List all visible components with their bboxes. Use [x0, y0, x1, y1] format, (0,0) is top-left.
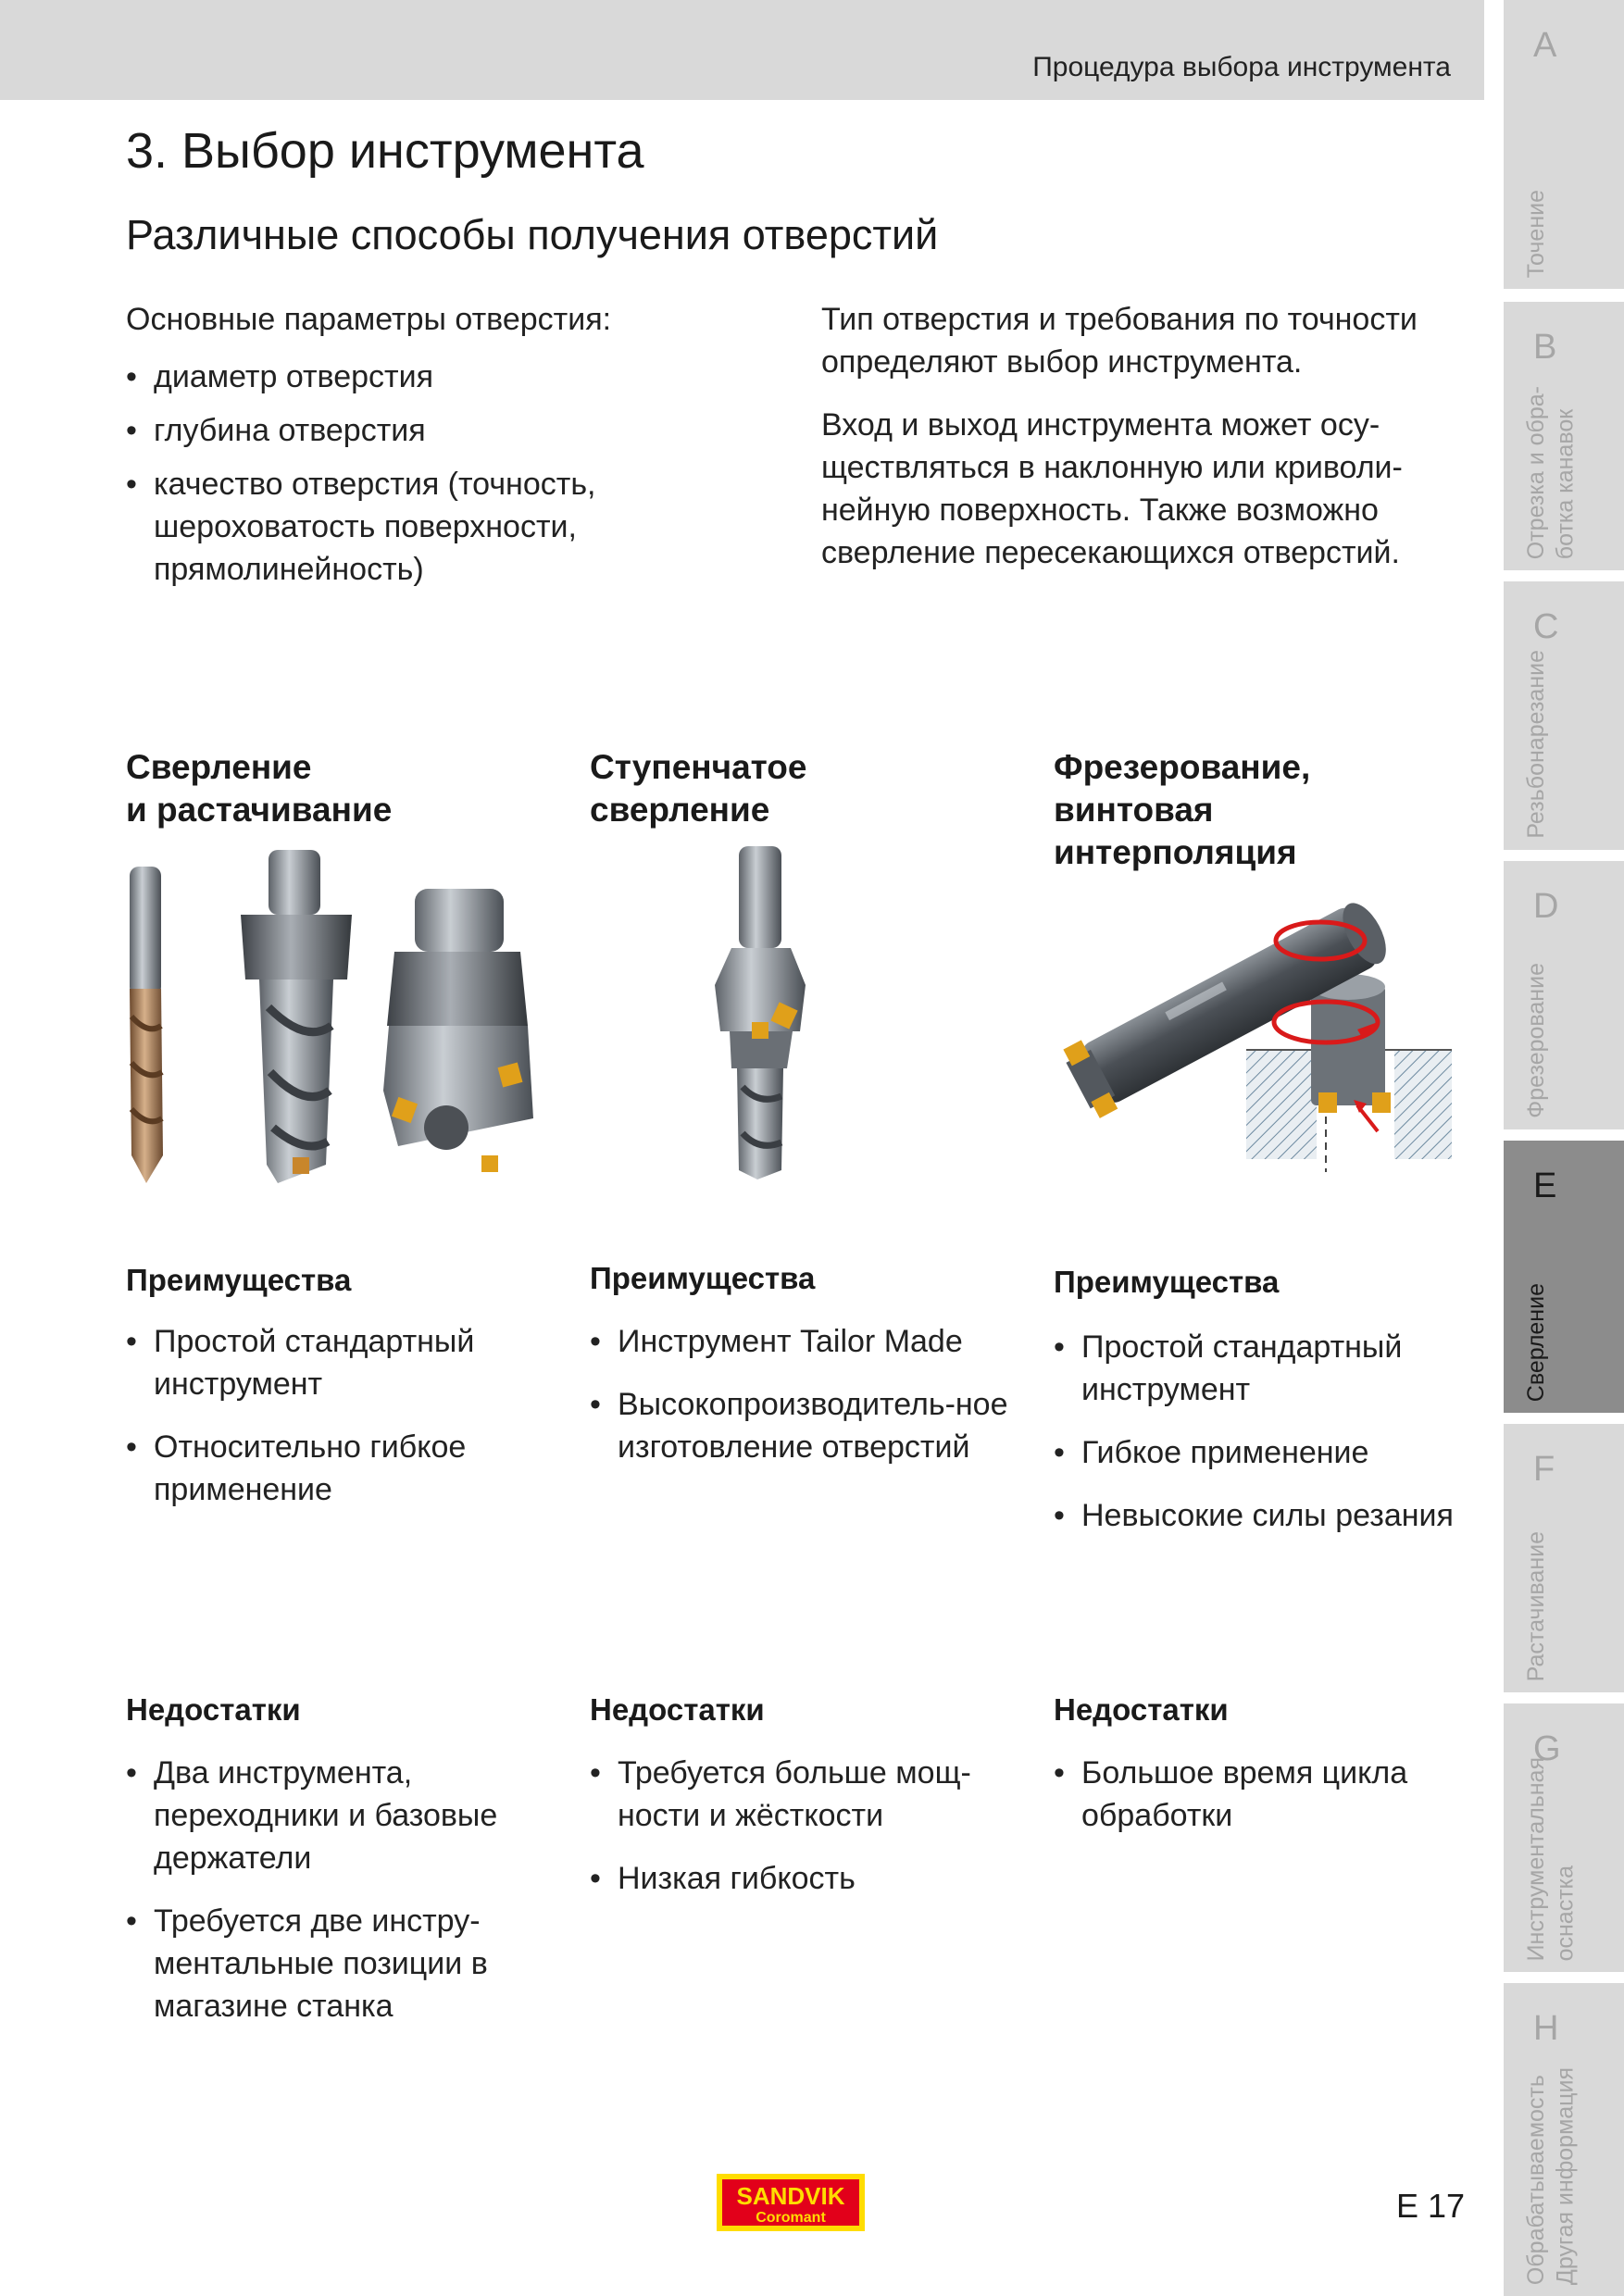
column-title-milling	[1054, 746, 1310, 874]
logo-line1: SANDVIK	[736, 2182, 845, 2210]
list-item: • диаметр отверстия	[126, 356, 793, 398]
drilling-tools-image	[120, 850, 565, 1192]
page-number: E 17	[1396, 2187, 1466, 2225]
list-item: • Два инструмента, переходники и базовые держатели	[126, 1752, 561, 1879]
column-title-line: сверление	[590, 791, 770, 829]
tab-label: Инструментальная оснастка	[1523, 1756, 1579, 1961]
intro-paragraph: Тип отверстия и требования по точности определяют выбор инструмента.	[821, 302, 1418, 380]
list-item: • Низкая гибкость	[590, 1857, 1025, 1900]
column-title-drilling	[126, 746, 392, 831]
disadvantages-title: Недостатки	[126, 1692, 301, 1727]
list-item: • Высокопроизводитель-ное изготовление отверстий	[590, 1383, 1025, 1468]
sidebar-tab-h[interactable]	[1504, 1983, 1624, 2296]
sidebar-tab-d[interactable]	[1504, 861, 1624, 1129]
sidebar-tab-c[interactable]	[1504, 581, 1624, 850]
sidebar-tab-e[interactable]	[1504, 1141, 1624, 1413]
logo-line2: Coromant	[756, 2210, 826, 2226]
list-item: • Требуется две инстру-ментальные позиции в магазине станка	[126, 1900, 561, 2028]
list-item: • Невысокие силы резания	[1054, 1494, 1489, 1537]
list-item: • Простой стандартный инструмент	[126, 1320, 561, 1405]
column-title-line: интерполяция	[1054, 833, 1297, 871]
tab-letter: F	[1533, 1450, 1555, 1489]
disadvantages-list	[1054, 1752, 1489, 1857]
list-item: • Относительно гибкое применение	[126, 1426, 561, 1511]
advantages-list	[1054, 1326, 1489, 1557]
column-title-line: Сверление	[126, 748, 312, 786]
sidebar-tab-f[interactable]	[1504, 1424, 1624, 1692]
disadvantages-title: Недостатки	[590, 1692, 765, 1727]
list-item: • Большое время цикла обработки	[1054, 1752, 1489, 1837]
tab-label: Фрезерование	[1523, 963, 1549, 1118]
advantages-list	[126, 1320, 561, 1531]
tab-letter: A	[1533, 26, 1557, 65]
advantages-list	[590, 1320, 1025, 1489]
helical-interpolation-image	[1052, 874, 1455, 1172]
tab-label: Обрабатываемость Другая информация	[1523, 2066, 1579, 2285]
disadvantages-list	[590, 1752, 1025, 1920]
sidebar-tab-a[interactable]	[1504, 0, 1624, 289]
list-item: • Инструмент Tailor Made	[590, 1320, 1025, 1363]
intro-lead: Основные параметры отверстия:	[126, 302, 612, 337]
column-title-line: и растачивание	[126, 791, 393, 829]
tab-letter: E	[1533, 1167, 1557, 1205]
tab-letter: G	[1533, 1729, 1561, 1768]
tab-label: Растачивание	[1523, 1530, 1549, 1681]
list-item: • Гибкое применение	[1054, 1431, 1489, 1474]
tab-label: Точение	[1523, 189, 1549, 278]
intro-paragraph: Вход и выход инструмента может осу-ществляться в наклонную или криволи-нейную поверхность. Также возможно сверление пересекающихся отверстий.	[821, 407, 1403, 570]
intro-list	[126, 356, 793, 591]
list-item: • Требуется больше мощ-ности и жёсткости	[590, 1752, 1025, 1837]
column-title-step-drilling	[590, 746, 806, 831]
advantages-title: Преимущества	[1054, 1265, 1280, 1299]
list-item: • качество отверстия (точность, шероховатость поверхности, прямолинейность)	[126, 463, 672, 591]
intro-right	[821, 298, 1469, 594]
list-item: • глубина отверстия	[126, 409, 793, 452]
tab-letter: B	[1533, 328, 1557, 367]
tab-letter: D	[1533, 887, 1559, 926]
list-item: • Простой стандартный инструмент	[1054, 1326, 1489, 1411]
header-band	[0, 0, 1484, 100]
sidebar-tab-b[interactable]	[1504, 302, 1624, 570]
disadvantages-title: Недостатки	[1054, 1692, 1229, 1727]
tab-label: Резьбонарезание	[1523, 650, 1549, 839]
tab-letter: C	[1533, 607, 1559, 646]
step-drill-image	[704, 846, 815, 1179]
intro-left	[126, 298, 793, 602]
tab-letter: H	[1533, 2009, 1559, 2048]
advantages-title: Преимущества	[126, 1263, 352, 1297]
page-title: 3. Выбор инструмента	[126, 123, 644, 179]
header-title: Процедура выбора инструмента	[1032, 52, 1451, 82]
tab-label: Отрезка и обра- ботка канавок	[1523, 385, 1579, 559]
column-title-line: Ступенчатое	[590, 748, 807, 786]
column-title-line: винтовая	[1054, 791, 1214, 829]
sidebar-tabs	[1504, 0, 1624, 2296]
disadvantages-list	[126, 1752, 561, 2048]
column-title-line: Фрезерование,	[1054, 748, 1311, 786]
tab-label: Сверление	[1523, 1282, 1549, 1402]
sandvik-logo	[717, 2174, 865, 2231]
sidebar-tab-g[interactable]	[1504, 1703, 1624, 1972]
section-subtitle: Различные способы получения отверстий	[126, 211, 939, 258]
advantages-title: Преимущества	[590, 1261, 816, 1295]
